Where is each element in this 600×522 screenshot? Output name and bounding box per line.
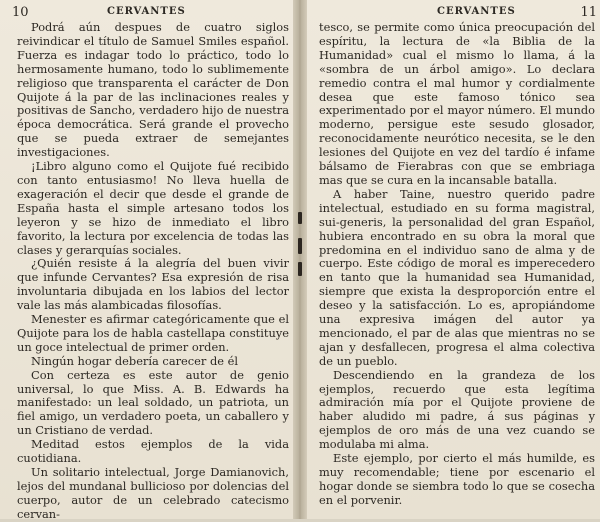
paragraph: Meditad estos ejemplos de la vida cuotidiana.	[17, 437, 289, 466]
paragraph: ¡Libro alguno como el Quijote fué recibido con tanto entusiasmo! No lleva huella de exageración el decir que desde el grande de España hasta el simple artesano todos los leyeron y se hizo de inmediato el libro favorito, la lectura por excelencia de todas las clases y gerarquías sociales.	[17, 159, 289, 257]
right-page-number: 11	[580, 5, 597, 20]
right-running-title: CERVANTES	[437, 6, 516, 17]
left-page-body	[17, 21, 289, 522]
paragraph: Podrá aún despues de cuatro siglos reivindicar el título de Samuel Smiles español. Fuerza es indagar todo lo práctico, todo lo hermosamente humano, todo lo sublimemente religioso que transparenta el carácter de Don Quijote á la par de las inclinaciones reales y positivas de Sancho, verdadero hijo de nuestra época democrática. Será grande el provecho que se pueda extraer de semejantes investigaciones.	[17, 20, 289, 160]
binding-stitch	[298, 238, 302, 254]
paragraph: Menester es afirmar categóricamente que el Quijote para los de habla castellapa constituye un goce intelectual de primer orden.	[17, 312, 289, 354]
paragraph: Con certeza es este autor de genio universal, lo que Miss. A. B. Edwards ha manifestado: un leal soldado, un patriota, un fiel amigo, un verdadero poeta, un caballero y un Cristiano de verdad.	[17, 367, 289, 438]
binding-stitch	[298, 262, 302, 276]
binding-stitch	[298, 212, 302, 224]
right-page	[307, 0, 600, 519]
paragraph: A haber Taine, nuestro querido padre intelectual, estudiado en su forma magistral, sui-generis, la personalidad del gran Español, hubiera encontrado en su obra la moral que predomina en el individuo sano de alma y de cuerpo. Este código de moral es imperecedero en tanto que la humanidad sea Humanidad, siempre que exista la desproporción entre el deseo y la satisfacción. Lo es, apropiándome una expresiva imágen del autor ya mencionado, el par de alas que mientras no se ajan y desfallecen, progresa el alma colectiva de un pueblo.	[319, 186, 595, 368]
book-gutter	[293, 0, 307, 519]
paragraph: tesco, se permite como única preocupación del espíritu, la lectura de «la Biblia de la Humanidad» cual el mismo lo llama, á la «sombra de un árbol amigo». Lo declara remedio contra el mal humor y cordialmente desea que este famoso tónico sea experimentado por el mayor número. El mundo moderno, persigue este sesudo glosador, reconocidamente neurótico necesita, se le den lesiones del Quijote en vez del tardío é infame bálsamo de Fierabras con que se embriaga mas que se cura en la incansable batalla.	[319, 20, 595, 187]
left-page	[0, 0, 293, 519]
left-page-number: 10	[12, 5, 29, 20]
right-page-header	[317, 5, 597, 21]
paragraph: Un solitario intelectual, Jorge Damianovich, lejos del mundanal bullicioso por dolencias del cuerpo, autor de un celebrado catecismo cervan-	[17, 465, 289, 521]
right-page-body	[319, 21, 595, 508]
left-page-header	[12, 5, 292, 21]
paragraph: Descendiendo en la grandeza de los ejemplos, recuerdo que esta legítima admiración mía por el Quijote proviene de haber aludido mi padre, á sus páginas y ejemplos de oro más de una vez cuando se modulaba mi alma.	[319, 367, 595, 452]
paragraph: Este ejemplo, por cierto el más humilde, es muy recomendable; tiene por escenario el hogar donde se siembra todo lo que se cosecha en el porvenir.	[319, 451, 595, 507]
paragraph: ¿Quién resiste á la alegría del buen vivir que infunde Cervantes? Esa expresión de risa involuntaria dibujada en los labios del lector vale las más alambicadas filosofías.	[17, 256, 289, 313]
paragraph: Ningún hogar debería carecer de él	[31, 353, 239, 368]
left-running-title: CERVANTES	[107, 6, 186, 17]
